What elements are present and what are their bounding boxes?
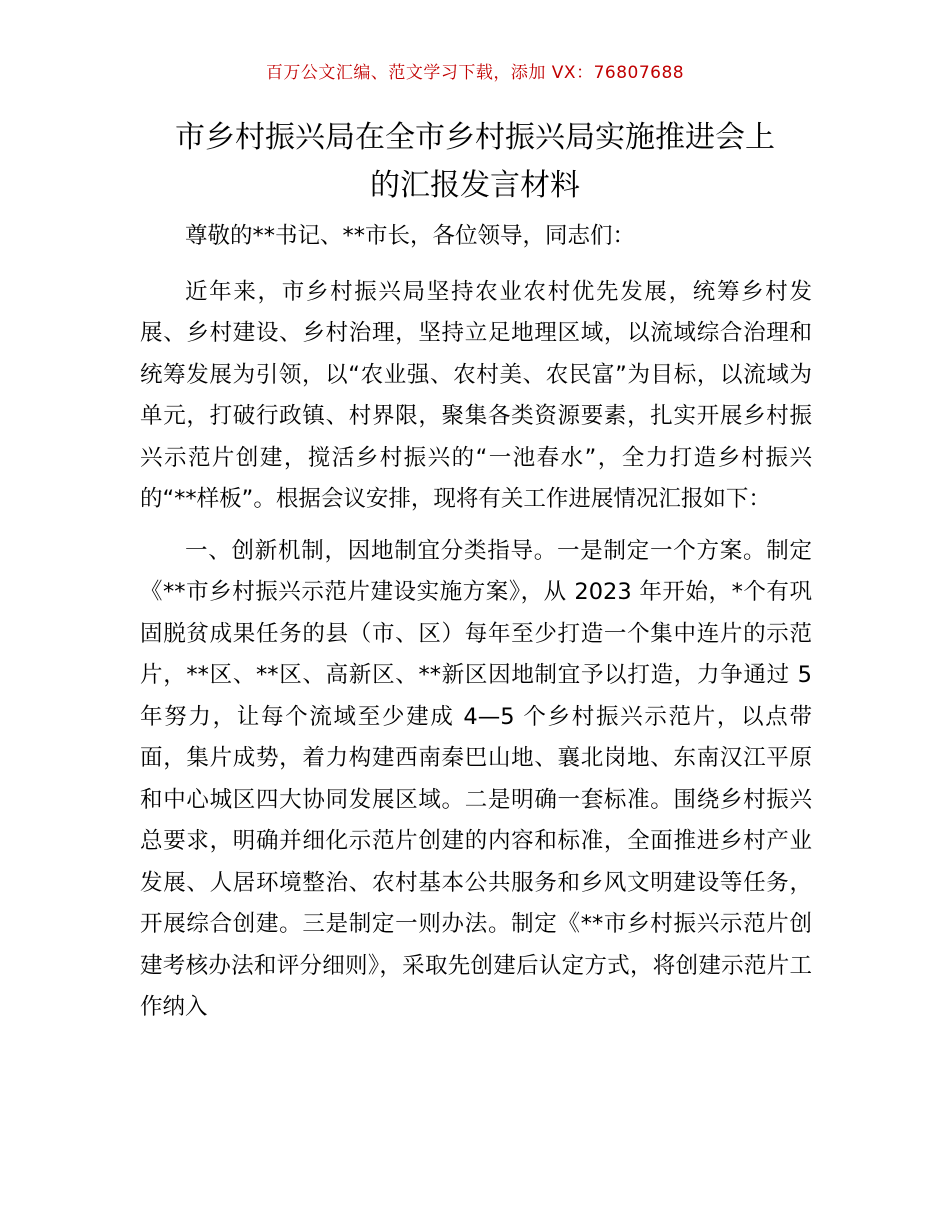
title-line-2: 的汇报发言材料 (370, 168, 580, 203)
section-one-paragraph: 一、创新机制，因地制宜分类指导。一是制定一个方案。制定《**市乡村振兴示范片建设实施方案》，从 2023 年开始，*个有巩固脱贫成果任务的县（市、区）每年至少打造一个集中连片的示范片，**区、**区、高新区、**新区因地制宜予以打造，力争通过 5 年努力，让每个流域至少建成 4—5 个乡村振兴示范片，以点带面，集片成势，着力构建西南秦巴山地、襄北岗地、东南汉江平原和中心城区四大协同发展区域。二是明确一套标准。围绕乡村振兴总要求，明确并细化示范片创建的内容和标准，全面推进乡村产业发展、人居环境整治、农村基本公共服务和乡风文明建设等任务，开展综合创建。三是制定一则办法。制定《**市乡村振兴示范片创建考核办法和评分细则》，采取先创建后认定方式，将创建示范片工作纳入 (140, 537, 812, 1020)
watermark-header: 百万公文汇编、范文学习下载，添加 VX：76807688 (265, 63, 685, 83)
salutation-paragraph: 尊敬的**书记、**市长，各位领导，同志们： (185, 223, 636, 249)
document-title (130, 114, 820, 210)
title-line-1: 市乡村振兴局在全市乡村振兴局实施推进会上 (175, 120, 775, 155)
document-body (140, 216, 812, 1039)
intro-paragraph: 近年来，市乡村振兴局坚持农业农村优先发展，统筹乡村发展、乡村建设、乡村治理，坚持立足地理区域，以流域综合治理和统筹发展为引领，以“农业强、农村美、农民富”为目标，以流域为单元，打破行政镇、村界限，聚集各类资源要素，扎实开展乡村振兴示范片创建，搅活乡村振兴的“一池春水”，全力打造乡村振兴的“**样板”。根据会议安排，现将有关工作进展情况汇报如下： (140, 278, 812, 512)
